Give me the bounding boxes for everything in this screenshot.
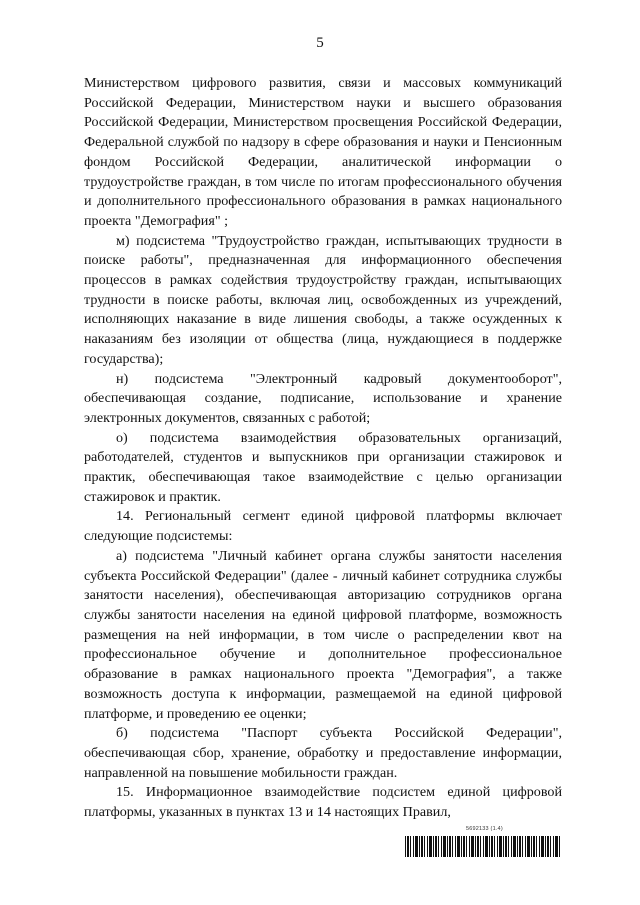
paragraph-3: н) подсистема "Электронный кадровый документооборот", обеспечивающая создание, подписание, использование и хранение электронных документов, связанных с работой; [84,370,562,426]
paragraph-4: о) подсистема взаимодействия образовательных организаций, работодателей, студентов и выпускников при организации стажировок и практик, обеспечивающая такое взаимодействие с целью организации стажировок и практик. [84,429,562,505]
page-number: 5 [316,35,324,51]
document-stamp: 5692133 (1.4) [466,826,503,832]
document-body [84,74,562,823]
paragraph-8: 15. Информационное взаимодействие подсистем единой цифровой платформы, указанных в пунктах 13 и 14 настоящих Правил, [84,784,562,821]
paragraph-1: Министерством цифрового развития, связи и массовых коммуникаций Российской Федерации, Министерством науки и высшего образования Российской Федерации, Министерством просвещения Российской Федерации, Федеральной службой по надзору в сфере образования и науки и Пенсионным фондом Российской Федерации, аналитической информации о трудоустройстве граждан, в том числе по итогам профессионального обучения и дополнительного профессионального образования в рамках национального проекта "Демография" ; [84,75,562,229]
paragraph-5: 14. Региональный сегмент единой цифровой платформы включает следующие подсистемы: [84,508,562,545]
barcode-icon [405,836,561,857]
paragraph-7: б) подсистема "Паспорт субъекта Российской Федерации", обеспечивающая сбор, хранение, обработку и предоставление информации, направленной на повышение мобильности граждан. [84,725,562,781]
paragraph-2: м) подсистема "Трудоустройство граждан, испытывающих трудности в поиске работы", предназначенная для информационного обеспечения процессов в рамках содействия трудоустройству граждан, испытывающих трудности в поиске работы, включая лиц, освобожденных из учреждений, исполняющих наказание в виде лишения свободы, а также осужденных к наказаниям без изоляции от общества (лица, нуждающиеся в поддержке государства); [84,232,562,367]
paragraph-6: а) подсистема "Личный кабинет органа службы занятости населения субъекта Российской Федерации" (далее - личный кабинет сотрудника службы занятости населения), обеспечивающая авторизацию сотрудников органа службы занятости населения на единой цифровой платформе, возможность размещения на ней информации, в том числе о распределении квот на профессиональное обучение и дополнительное профессиональное образование в рамках национального проекта "Демография", а также возможность доступа к информации, размещаемой на единой цифровой платформе, и проведению ее оценки; [84,547,562,722]
